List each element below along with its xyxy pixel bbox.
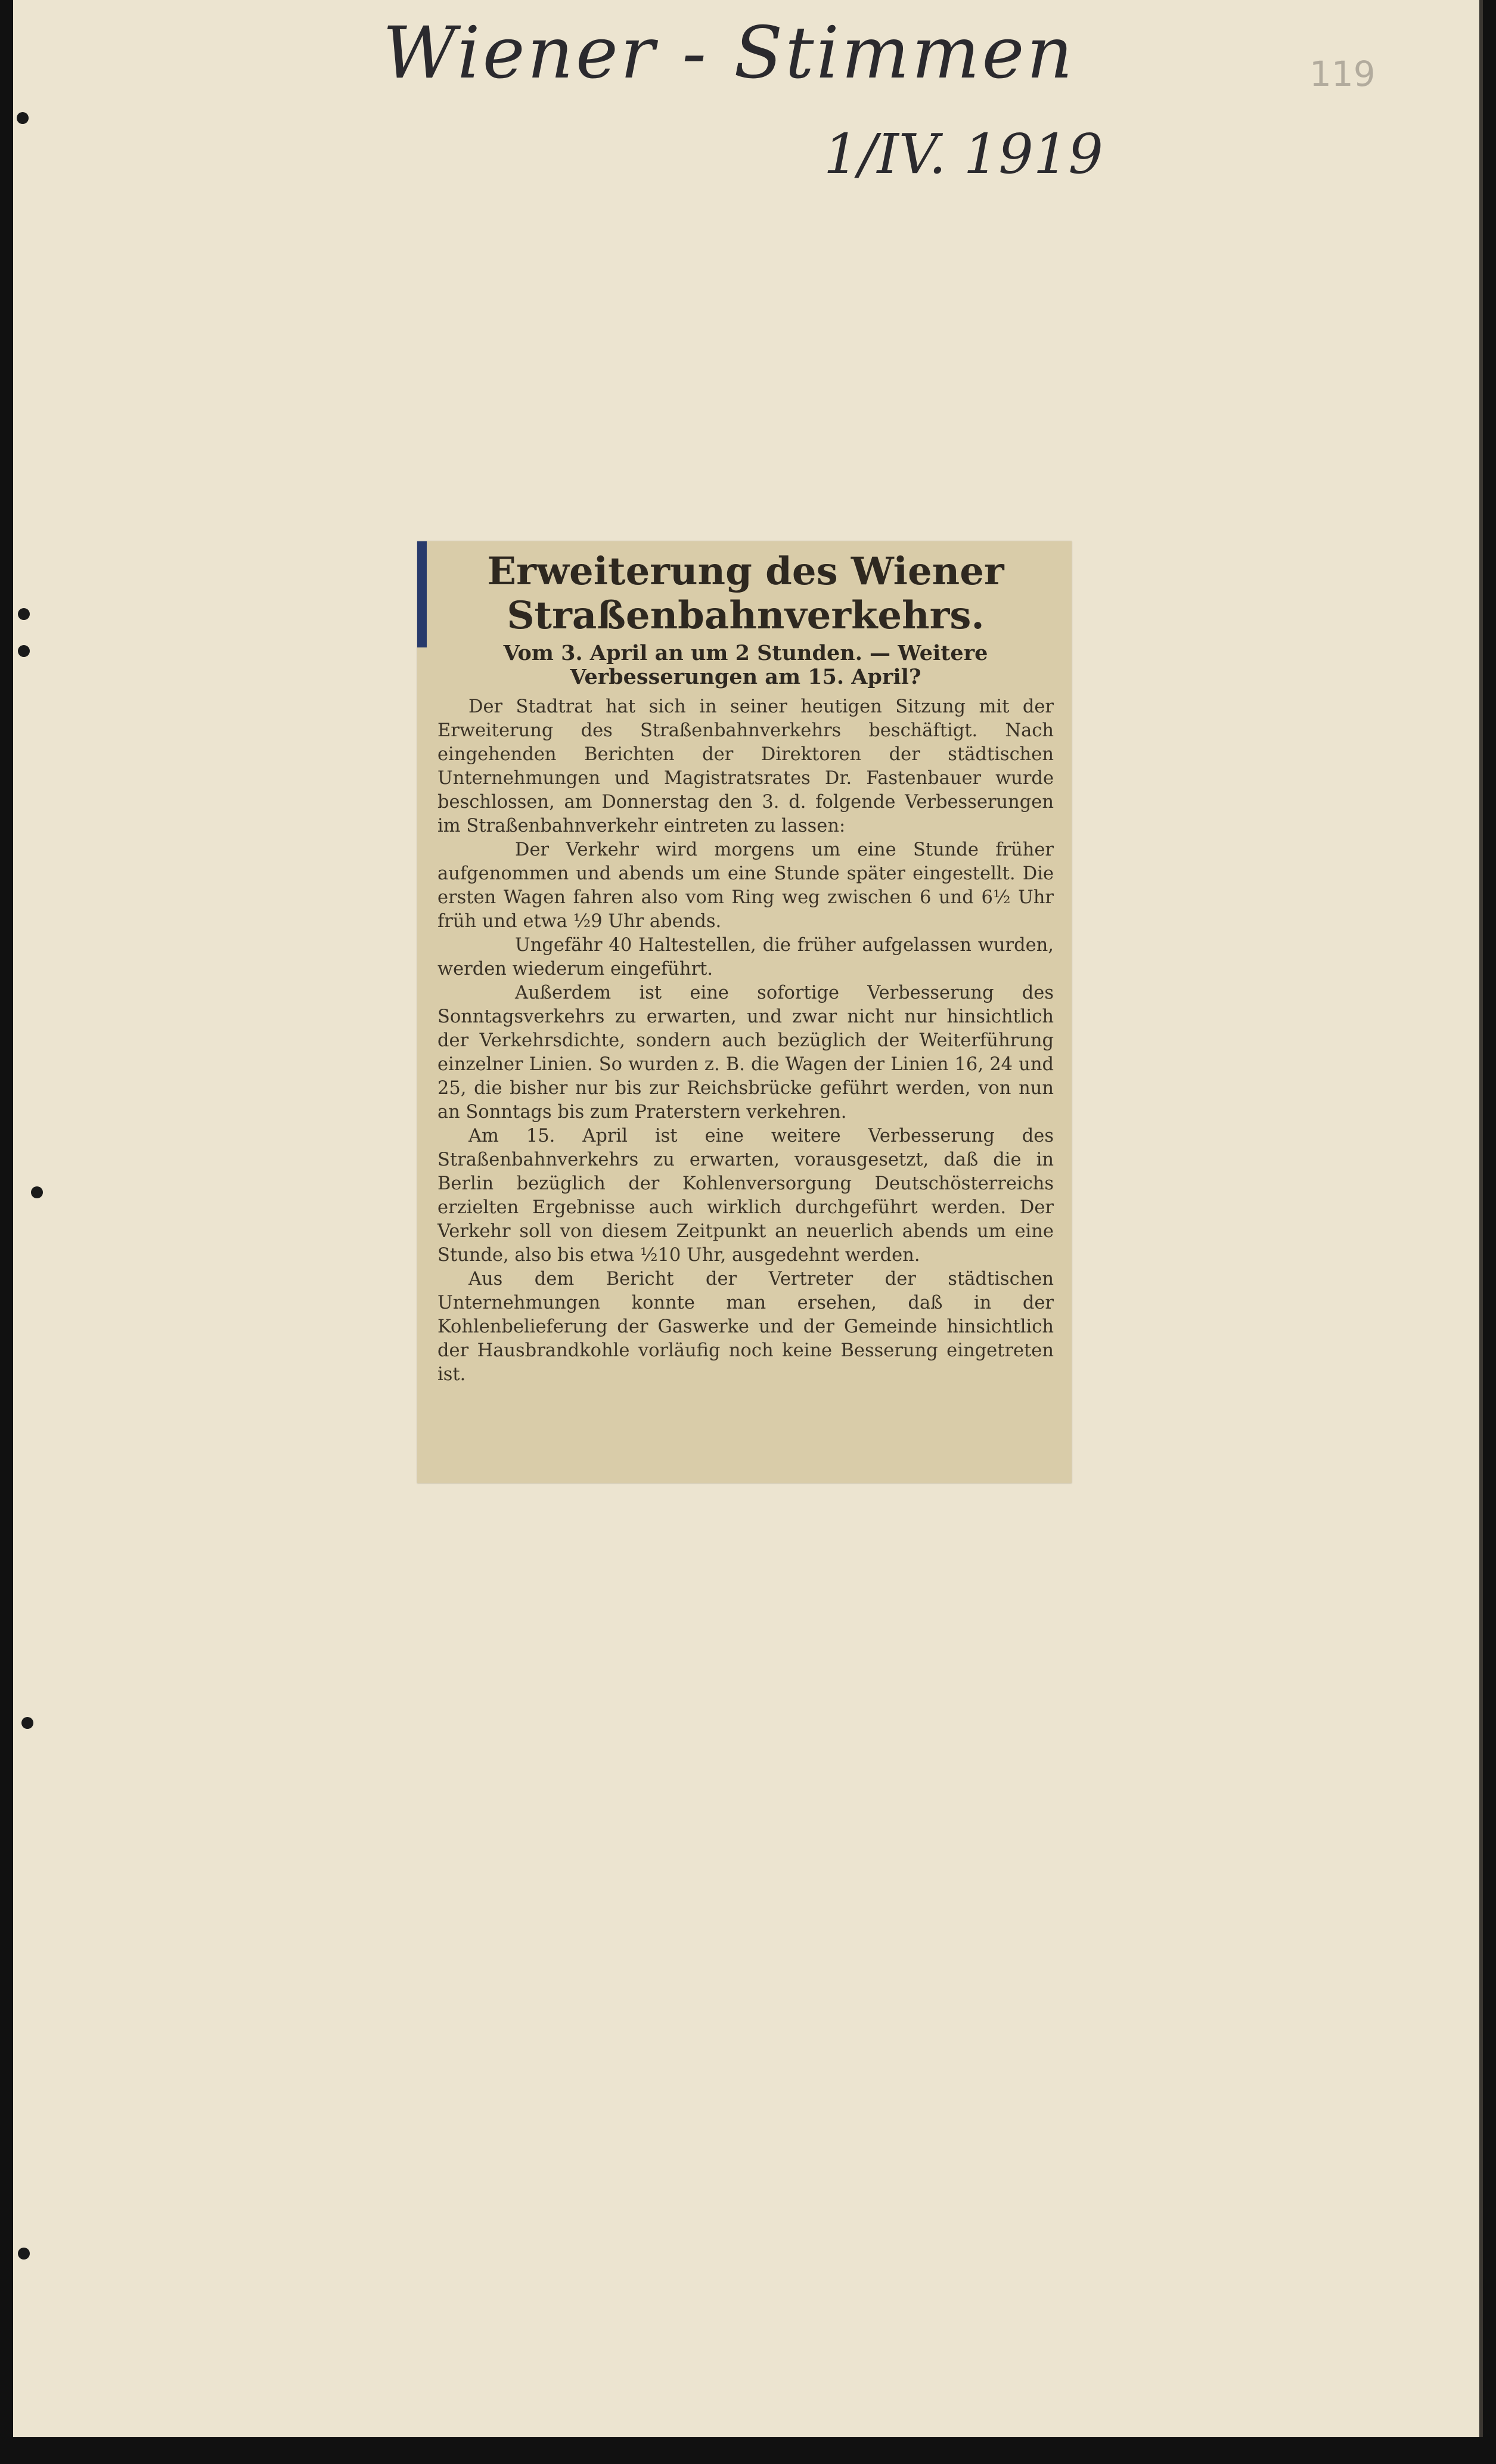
punch-hole	[31, 1186, 43, 1198]
clipping-subheadline: Vom 3. April an um 2 Stunden. — Weitere Verbesserungen am 15. April?	[503, 641, 988, 689]
punch-hole	[18, 608, 30, 620]
article-paragraph: Ungefähr 40 Haltestellen, die früher aufgelassen wurden, werden wiederum eingeführt.	[437, 935, 1054, 980]
article-paragraph: Der Verkehr wird morgens um eine Stunde früher aufgenommen und abends um eine Stunde später eingestellt. Die ersten Wagen fahren also vom Ring weg zwischen 6 und 6½ Uhr früh und etwa ½9 Uhr abends.	[437, 839, 1054, 932]
newspaper-clipping	[417, 541, 1072, 1483]
punch-hole	[21, 1717, 33, 1729]
blue-pencil-mark	[417, 541, 427, 647]
handwritten-source: Wiener - Stimmen	[383, 12, 1075, 95]
article-paragraph: Der Stadtrat hat sich in seiner heutigen Sitzung mit der Erweiterung des Straßenbahnverkehrs beschäftigt. Nach eingehenden Berichten der Direktoren der städtischen Unternehmungen und Magistratsrates Dr. Fastenbauer wurde beschlossen, am Donnerstag den 3. d. folgende Verbesserungen im Straßenbahnverkehr eintreten zu lassen:	[437, 696, 1054, 836]
article-paragraph: Außerdem ist eine sofortige Verbesserung des Sonntagsverkehrs zu erwarten, und zwar nicht nur hinsichtlich der Verkehrsdichte, sondern auch bezüglich der Weiterführung einzelner Linien. So wurden z. B. die Wagen der Linien 16, 24 und 25, die bisher nur bis zur Reichsbrücke geführt werden, von nun an Sonntags bis zum Praterstern verkehren.	[437, 982, 1054, 1123]
clipping-headline: Erweiterung des Wiener Straßenbahnverkehrs.	[487, 549, 1004, 638]
article-paragraph: Am 15. April ist eine weitere Verbesserung des Straßenbahnverkehrs zu erwarten, vorausgesetzt, daß die in Berlin bezüglich der Kohlenversorgung Deutschösterreichs erzielten Ergebnisse auch wirklich durchgeführt werden. Der Verkehr soll von diesem Zeitpunkt an neuerlich abends um eine Stunde, also bis etwa ½10 Uhr, ausgedehnt werden.	[437, 1126, 1054, 1266]
punch-hole	[18, 2248, 30, 2260]
article-paragraph: Aus dem Bericht der Vertreter der städtischen Unternehmungen konnte man ersehen, daß in der Kohlenbelieferung der Gaswerke und der Gemeinde hinsichtlich der Hausbrandkohle vorläufig noch keine Besserung eingetreten ist.	[437, 1269, 1054, 1385]
punch-hole	[18, 645, 30, 657]
archive-sheet	[13, 0, 1483, 2437]
handwritten-date: 1/IV. 1919	[824, 122, 1103, 186]
punch-hole	[17, 112, 29, 124]
folio-number: 119	[1309, 54, 1376, 94]
